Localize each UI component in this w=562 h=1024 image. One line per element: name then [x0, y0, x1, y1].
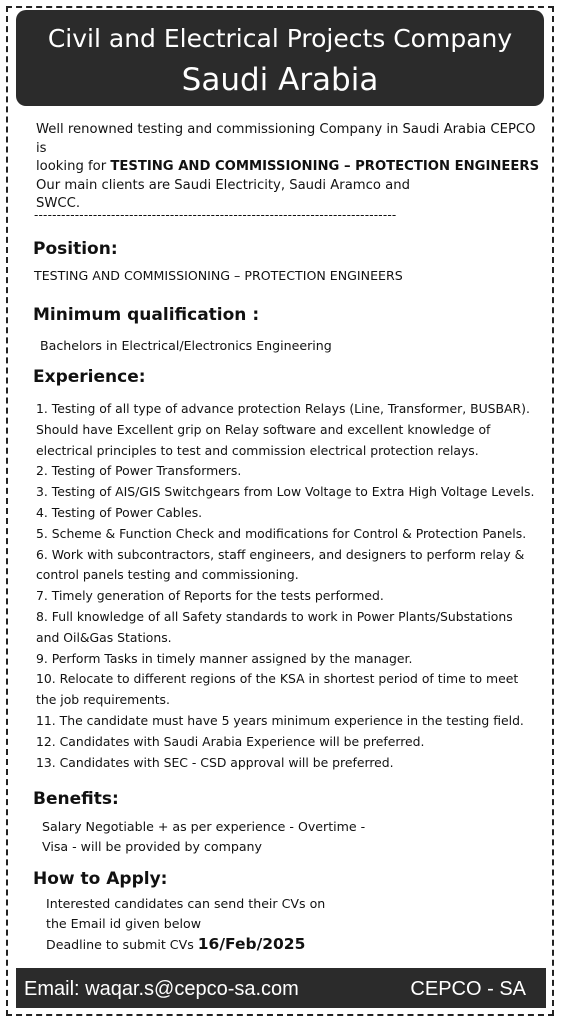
intro-paragraph [36, 121, 546, 214]
intro-line-1: Well renowned testing and commissioning Company in Saudi Arabia CEPCO is [36, 122, 536, 156]
intro-line-2-prefix: looking for [36, 159, 111, 174]
list-item: electrical principles to test and commission electrical protection relays. [36, 442, 479, 458]
dashed-divider: -------------------------------------------------------------------------------- [34, 208, 397, 222]
footer-bar [16, 968, 546, 1008]
list-item: 3. Testing of AIS/GIS Switchgears from Low Voltage to Extra High Voltage Levels. [36, 484, 535, 500]
company-title: Civil and Electrical Projects Company [47, 24, 513, 53]
intro-job-title: TESTING AND COMMISSIONING – PROTECTION ENGINEERS [110, 159, 540, 174]
list-item: 12. Candidates with Saudi Arabia Experience will be preferred. [36, 733, 425, 749]
list-item: and Oil&Gas Stations. [36, 629, 172, 645]
deadline-date: 16/Feb/2025 [197, 935, 306, 953]
apply-line-1: Interested candidates can send their CVs on [46, 896, 326, 911]
list-item: the job requirements. [36, 692, 170, 708]
list-item: 4. Testing of Power Cables. [36, 504, 203, 520]
deadline-label: Deadline to submit CVs [46, 937, 198, 952]
list-item: control panels testing and commissioning. [36, 567, 299, 583]
list-item: 11. The candidate must have 5 years minimum experience in the testing field. [36, 712, 524, 728]
benefits-line-2: Visa - will be provided by company [42, 839, 262, 854]
contact-email[interactable]: Email: waqar.s@cepco-sa.com [24, 978, 299, 1000]
position-text: TESTING AND COMMISSIONING – PROTECTION ENGINEERS [34, 268, 403, 283]
benefits-text [42, 817, 365, 857]
list-item: 2. Testing of Power Transformers. [36, 463, 242, 479]
list-item: 7. Timely generation of Reports for the tests performed. [36, 588, 384, 604]
qualification-heading: Minimum qualification : [33, 305, 260, 325]
position-heading: Position: [33, 239, 118, 259]
experience-list [36, 399, 558, 773]
deadline-line [46, 934, 325, 955]
intro-line-2 [36, 158, 546, 177]
intro-line-3: Our main clients are Saudi Electricity, Saudi Aramco and [36, 177, 410, 193]
brand-name: CEPCO - SA [410, 978, 526, 1000]
list-item: 6. Work with subcontractors, staff engineers, and designers to perform relay & [36, 546, 525, 562]
list-item: 8. Full knowledge of all Safety standards to work in Power Plants/Substations [36, 608, 513, 624]
list-item: Should have Excellent grip on Relay software and excellent knowledge of [36, 421, 491, 437]
list-item: 13. Candidates with SEC - CSD approval will be preferred. [36, 754, 394, 770]
apply-heading: How to Apply: [33, 869, 168, 889]
experience-heading: Experience: [33, 367, 146, 387]
apply-line-2: the Email id given below [46, 916, 202, 931]
list-item: 9. Perform Tasks in timely manner assigned by the manager. [36, 650, 413, 666]
list-item: 5. Scheme & Function Check and modifications for Control & Protection Panels. [36, 525, 527, 541]
apply-text [46, 894, 325, 955]
country-title: Saudi Arabia [181, 62, 379, 98]
list-item: 1. Testing of all type of advance protection Relays (Line, Transformer, BUSBAR). [36, 401, 530, 416]
benefits-heading: Benefits: [33, 789, 119, 809]
header-banner [16, 10, 544, 106]
qualification-text: Bachelors in Electrical/Electronics Engineering [40, 338, 332, 353]
benefits-line-1: Salary Negotiable + as per experience - Overtime - [42, 819, 366, 834]
intro-line-4: SWCC. [36, 196, 81, 211]
list-item: 10. Relocate to different regions of the KSA in shortest period of time to meet [36, 671, 519, 687]
